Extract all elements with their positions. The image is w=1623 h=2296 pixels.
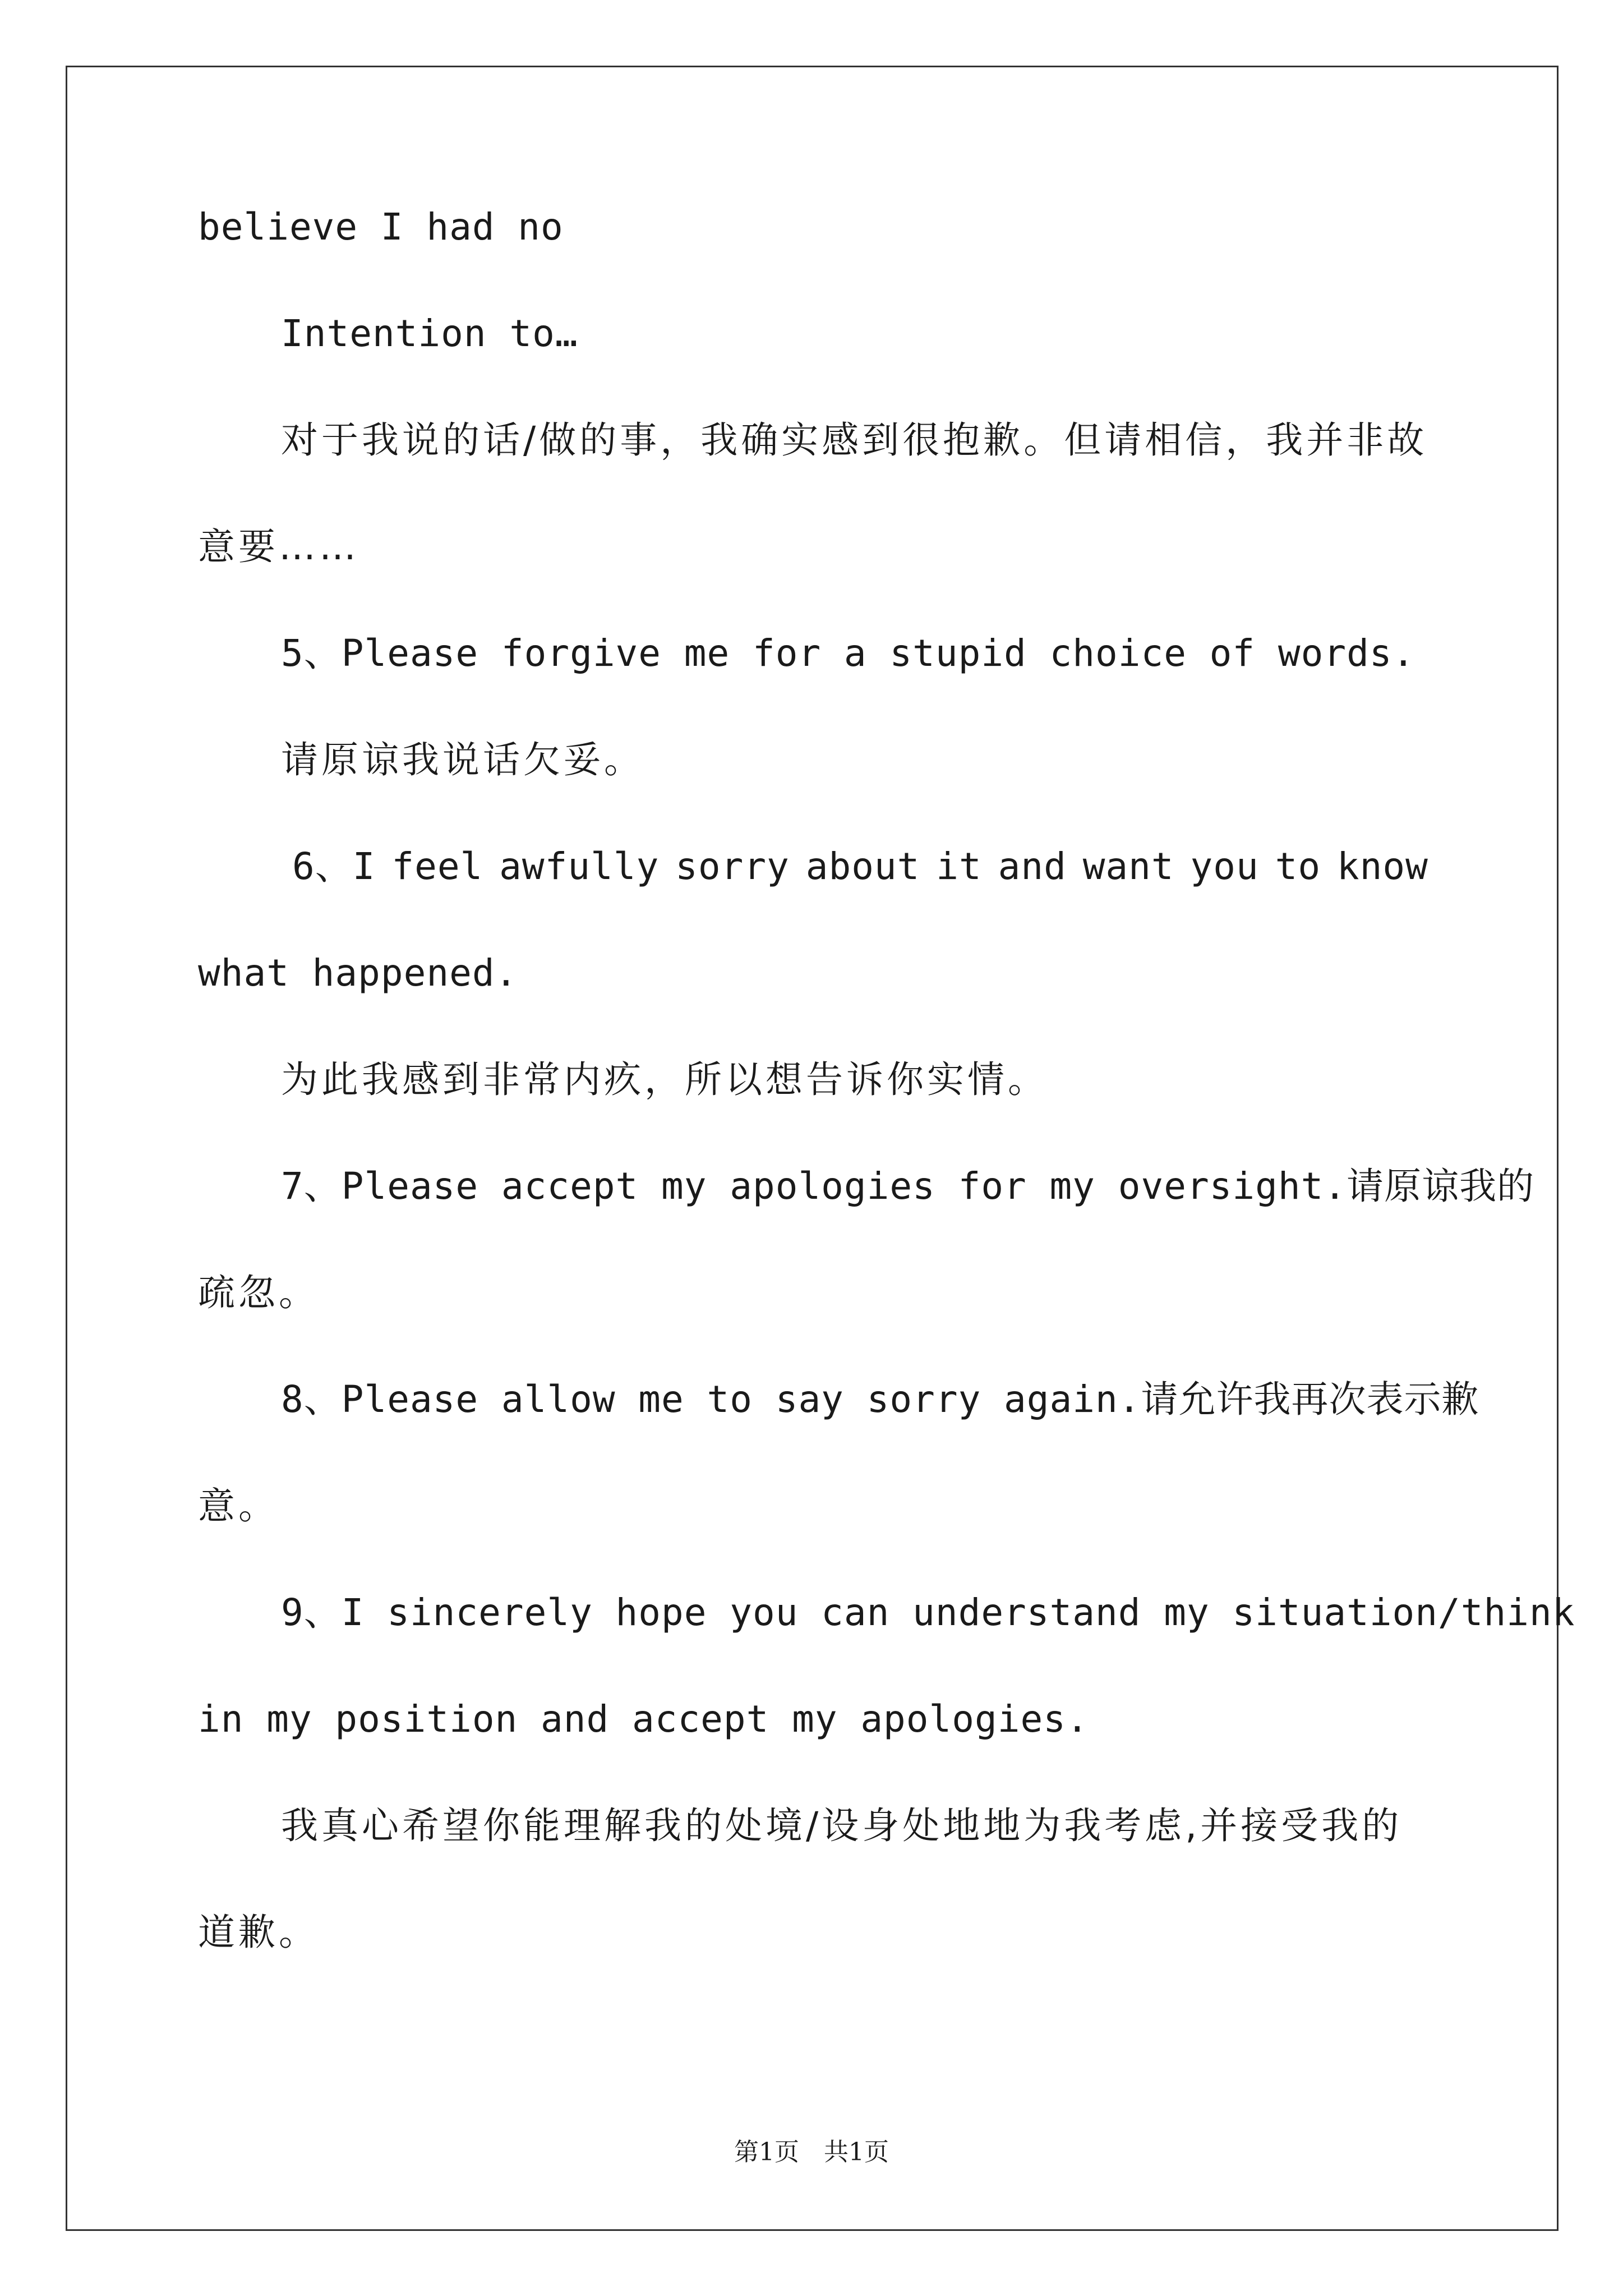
text-line: 我真心希望你能理解我的处境/设身处地地为我考虑,并接受我的 xyxy=(281,1804,1403,1847)
text-line: 道歉。 xyxy=(198,1911,319,1954)
text-line: 7、Please accept my apologies for my oversight.请原谅我的 xyxy=(281,1165,1535,1208)
text-line-justified xyxy=(292,841,1428,892)
text-line: 对于我说的话/做的事，我确实感到很抱歉。但请相信，我并非故 xyxy=(281,418,1428,462)
text-line: 意要…… xyxy=(198,525,359,568)
text-line: 请原谅我说话欠妥。 xyxy=(281,738,644,781)
page-border xyxy=(66,66,1559,2231)
word: feel xyxy=(391,845,483,888)
word: and xyxy=(998,845,1067,888)
text-line: 9、I sincerely hope you can understand my situation/think xyxy=(281,1591,1575,1634)
word: want xyxy=(1082,845,1174,888)
text-line: what happened. xyxy=(198,951,518,995)
word: 6、I xyxy=(292,845,376,888)
word: to xyxy=(1275,845,1321,888)
text-line: 5、Please forgive me for a stupid choice of words. xyxy=(281,632,1415,675)
text-line: 疏忽。 xyxy=(198,1271,319,1314)
word: it xyxy=(936,845,982,888)
text-line: believe I had no xyxy=(198,205,564,249)
text-line: in my position and accept my apologies. xyxy=(198,1697,1089,1741)
word: sorry xyxy=(675,845,790,888)
word: you xyxy=(1190,845,1259,888)
text-line: 为此我感到非常内疚，所以想告诉你实情。 xyxy=(281,1058,1048,1101)
text-line: 意。 xyxy=(198,1484,279,1527)
word: about xyxy=(805,845,920,888)
page-footer: 第1页 共1页 xyxy=(734,2138,889,2166)
word: know xyxy=(1336,845,1428,888)
text-line: 8、Please allow me to say sorry again.请允许我再次表示歉 xyxy=(281,1378,1479,1421)
text-line: Intention to… xyxy=(281,312,578,355)
word: awfully xyxy=(499,845,660,888)
